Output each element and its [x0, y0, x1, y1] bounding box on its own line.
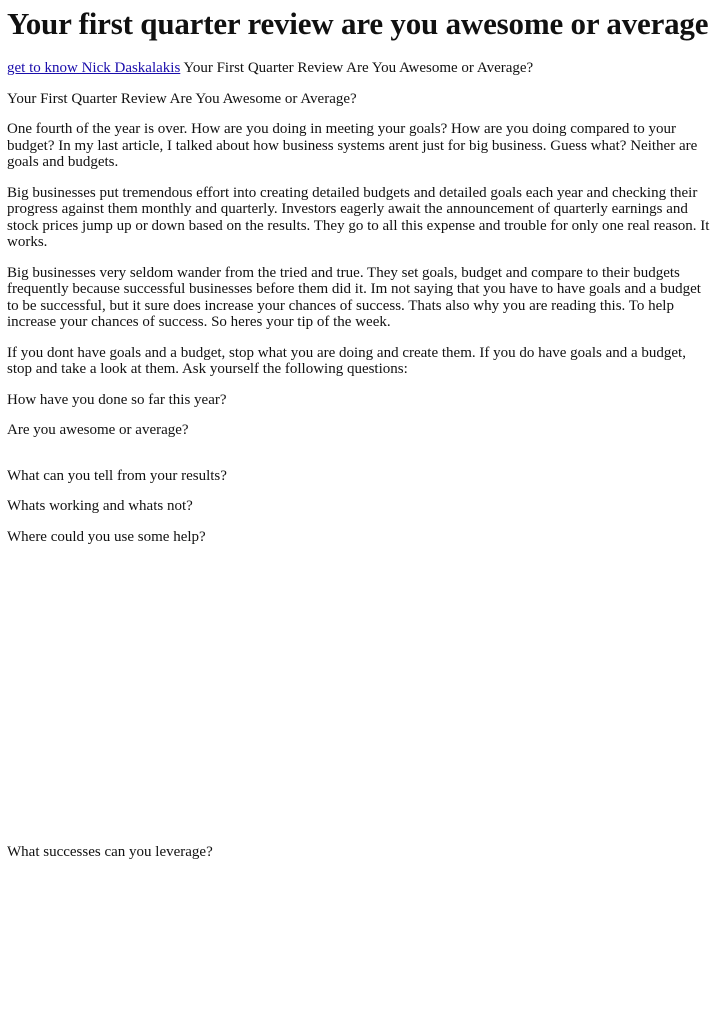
- byline-text: Your First Quarter Review Are You Awesome or Average?: [180, 60, 534, 76]
- paragraph: If you dont have goals and a budget, stop what you are doing and create them. If you do have goals and a budget, stop and take a look at them. Ask yourself the following questions:: [7, 344, 686, 377]
- question: How have you done so far this year?: [7, 391, 227, 408]
- question: Where could you use some help?: [7, 528, 206, 545]
- article: [7, 0, 713, 545]
- question: Are you awesome or average?: [7, 422, 189, 438]
- page-title: Your first quarter review are you awesome or average: [7, 6, 709, 41]
- question: What successes can you leverage?: [7, 844, 213, 860]
- article-subtitle: Your First Quarter Review Are You Awesome or Average?: [7, 90, 357, 107]
- paragraph: One fourth of the year is over. How are you doing in meeting your goals? How are you doing compared to your budget? In my last article, I talked about how business systems arent just for big business. Guess what? Neither are goals and budgets.: [7, 121, 698, 170]
- paragraph: Big businesses very seldom wander from the tried and true. They set goals, budget and compare to their budgets frequently because successful businesses before them did it. Im not saying that you have to have goals and a budget to be successful, but it sure does increase your chances of success. Thats also why you are reading this. To help increase your chances of success. So heres your tip of the week.: [7, 264, 701, 330]
- question: What can you tell from your results?: [7, 467, 227, 484]
- author-link[interactable]: get to know Nick Daskalakis: [7, 60, 181, 76]
- question: Whats working and whats not?: [7, 498, 193, 514]
- byline: [7, 60, 713, 77]
- paragraph: Big businesses put tremendous effort into creating detailed budgets and detailed goals each year and checking their progress against them monthly and quarterly. Investors eagerly await the announcement of quarterly earnings and stock prices jump up or down based on the results. They go to all this expense and trouble for only one real reason. It works.: [7, 184, 710, 250]
